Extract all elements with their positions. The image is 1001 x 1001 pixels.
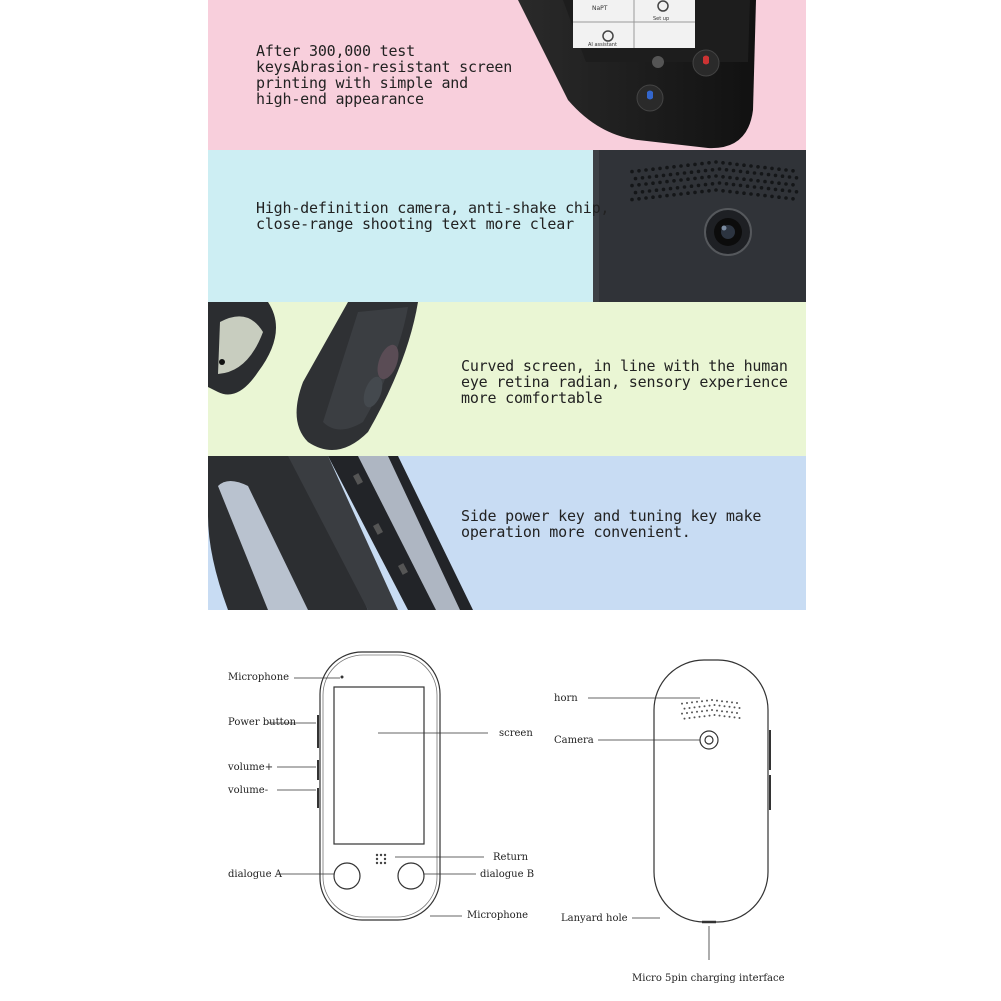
feature-description bbox=[461, 358, 788, 406]
label-return: Return bbox=[493, 852, 529, 863]
feature-description bbox=[461, 508, 761, 540]
label-volume-up: volume+ bbox=[228, 762, 274, 773]
feature-line: keysAbrasion-resistant screen bbox=[256, 58, 513, 76]
feature-band-side-keys bbox=[208, 456, 806, 610]
label-charging-interface: Micro 5pin charging interface bbox=[632, 973, 785, 984]
label-dialogue-a: dialogue A bbox=[228, 869, 282, 880]
device-tile-label: Set up bbox=[653, 16, 670, 22]
device-diagram bbox=[0, 620, 1001, 1001]
feature-line: printing with simple and bbox=[256, 74, 468, 92]
return-dots-icon bbox=[376, 854, 386, 864]
label-lanyard-hole: Lanyard hole bbox=[561, 913, 628, 924]
front-view-outline bbox=[318, 652, 440, 920]
label-camera: Camera bbox=[554, 735, 594, 746]
label-horn: horn bbox=[554, 693, 578, 704]
feature-line: more comfortable bbox=[461, 389, 603, 407]
feature-line: High-definition camera, anti-shake chip, bbox=[256, 199, 610, 217]
feature-band-curved-screen bbox=[208, 302, 806, 456]
feature-line: high-end appearance bbox=[256, 90, 424, 108]
feature-line: Curved screen, in line with the human bbox=[461, 357, 788, 375]
label-screen: screen bbox=[499, 728, 533, 739]
feature-band-screen bbox=[208, 0, 806, 150]
feature-line: Side power key and tuning key make bbox=[461, 507, 762, 525]
feature-band-camera bbox=[208, 150, 806, 302]
label-microphone-top: Microphone bbox=[228, 672, 290, 683]
feature-line: eye retina radian, sensory experience bbox=[461, 373, 788, 391]
label-volume-down: volume- bbox=[228, 785, 269, 796]
label-power-button: Power button bbox=[228, 717, 297, 728]
device-tile-label: AI assistant bbox=[588, 42, 617, 48]
label-microphone-bottom: Microphone bbox=[467, 910, 529, 921]
horn-icon bbox=[681, 699, 741, 720]
feature-line: operation more convenient. bbox=[461, 523, 691, 541]
device-tile-label: NaPT bbox=[592, 5, 608, 12]
feature-line: close-range shooting text more clear bbox=[256, 215, 574, 233]
feature-line: After 300,000 test bbox=[256, 42, 415, 60]
label-dialogue-b: dialogue B bbox=[480, 869, 535, 880]
feature-description bbox=[256, 43, 512, 107]
feature-description bbox=[256, 200, 609, 232]
